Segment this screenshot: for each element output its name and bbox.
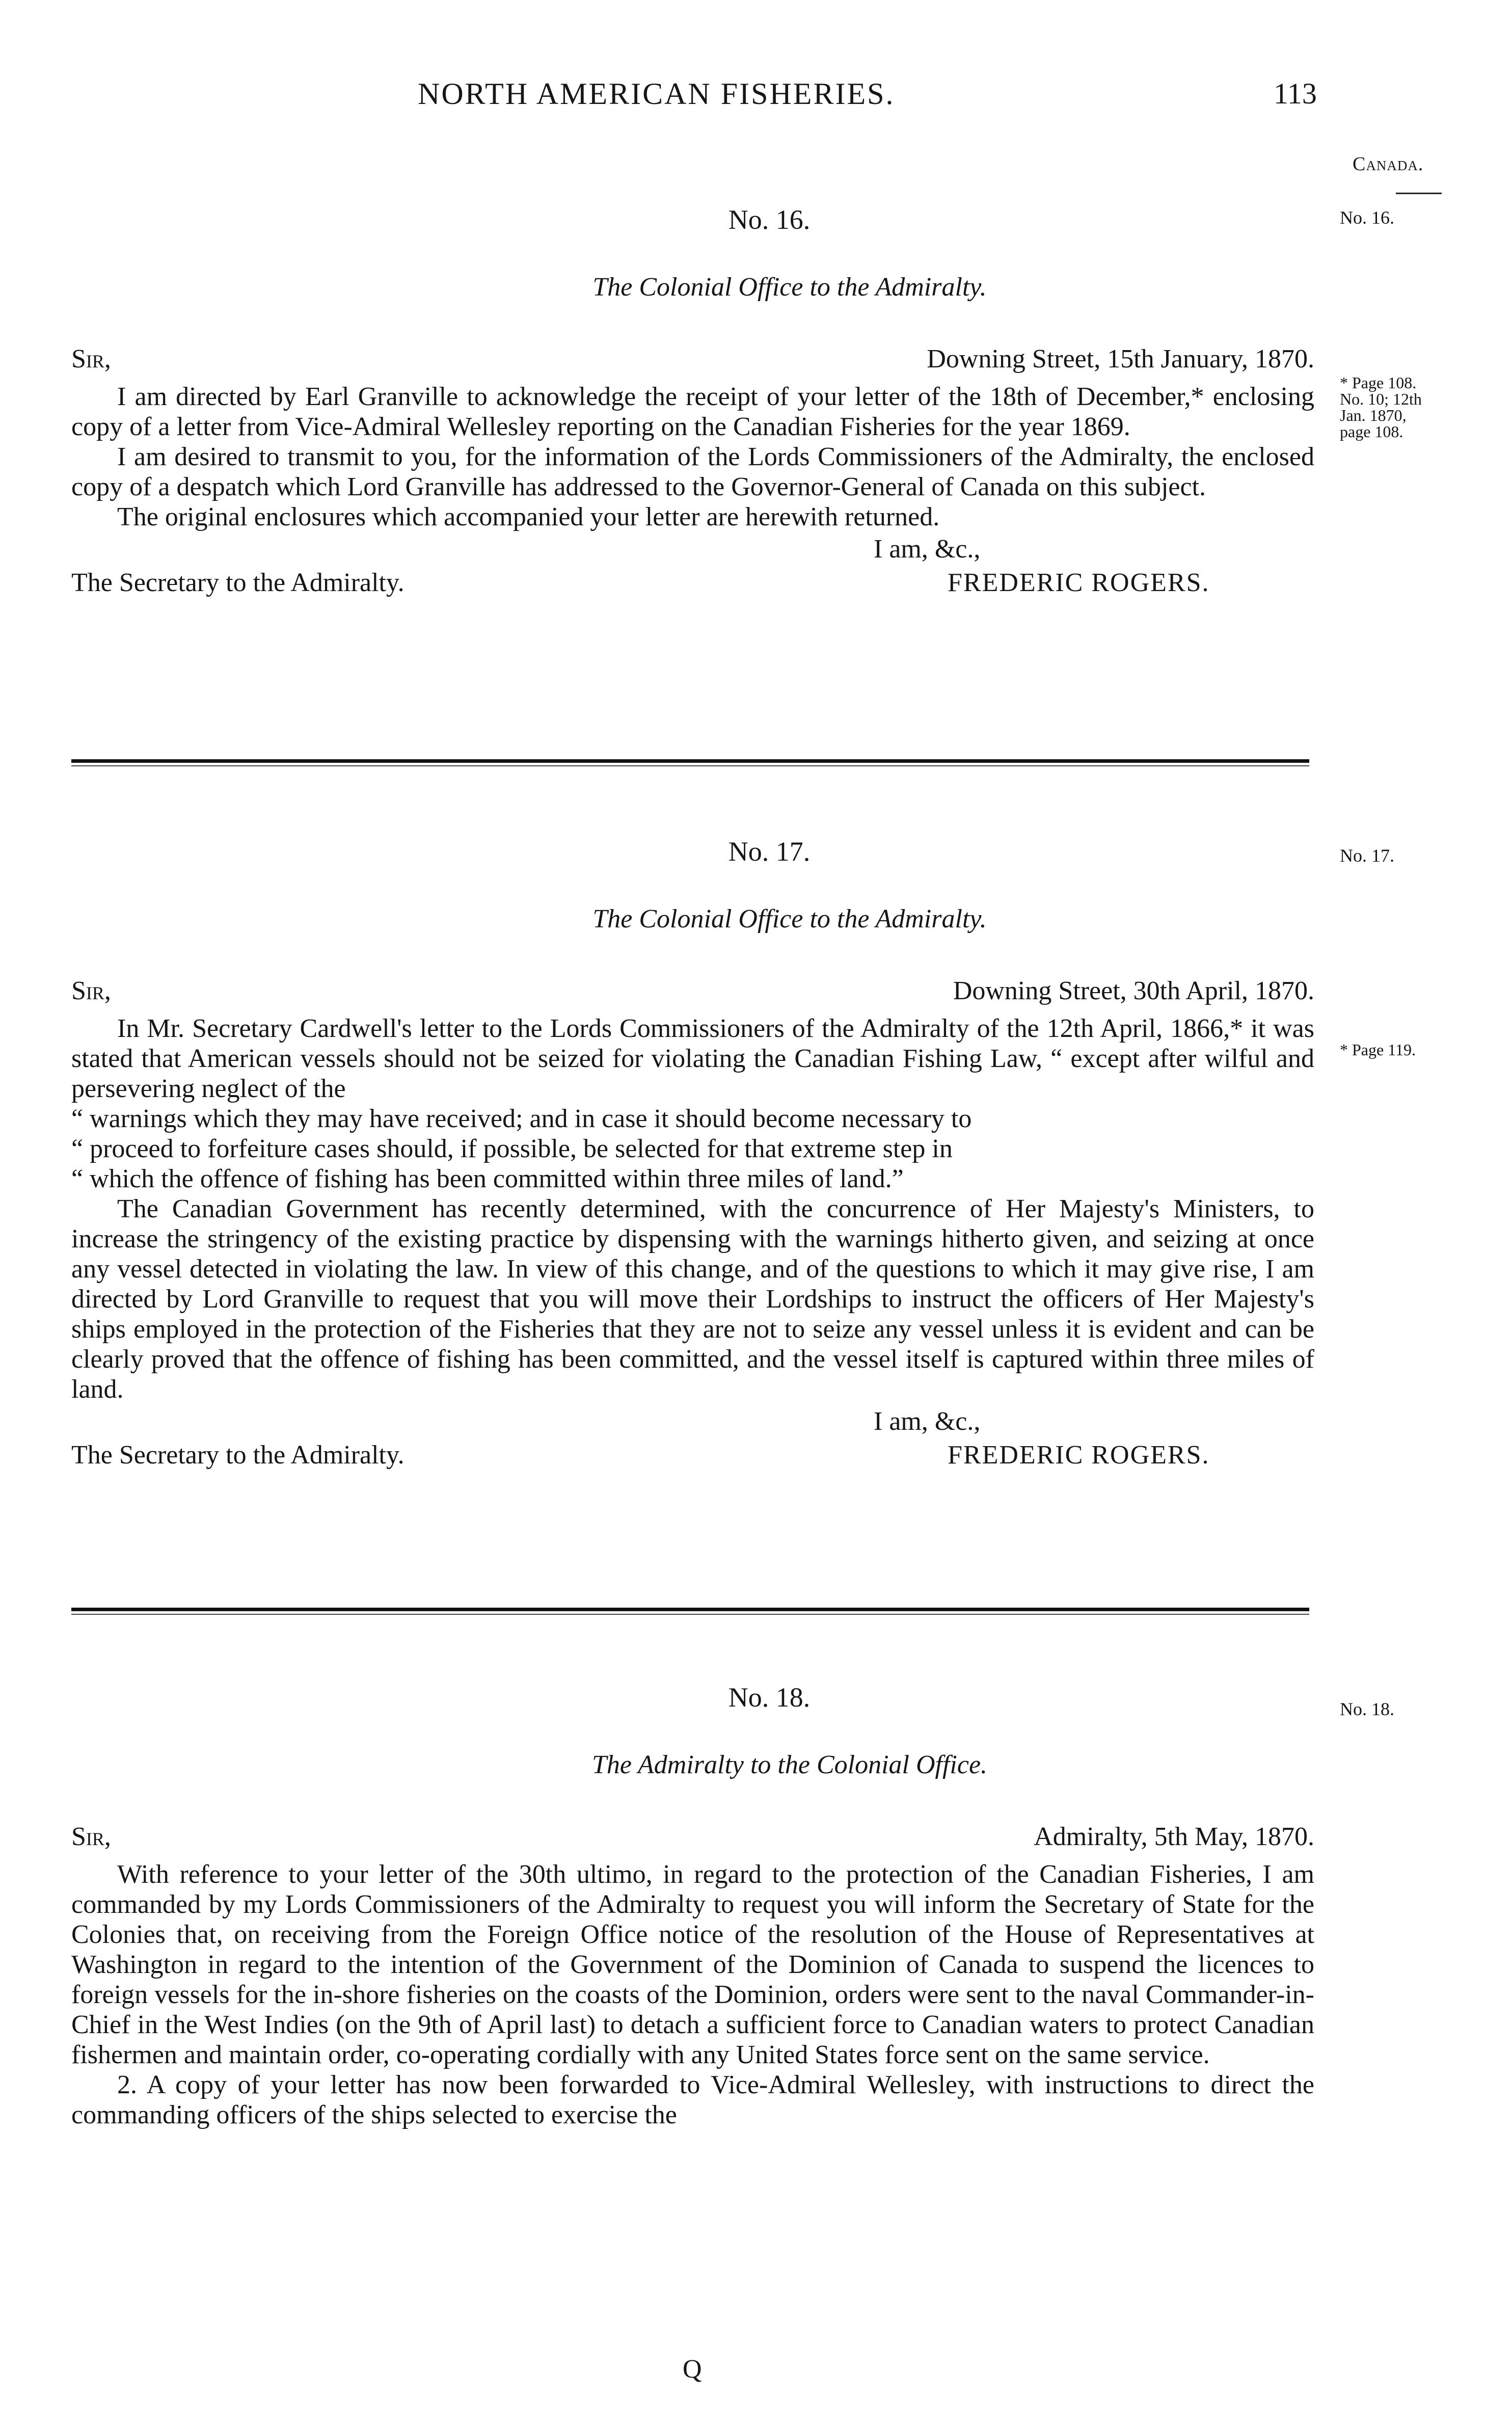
dateline: Downing Street, 15th January, 1870. xyxy=(927,344,1314,374)
letter-18 xyxy=(71,1682,1314,2130)
signature-row xyxy=(71,568,1314,601)
running-head: NORTH AMERICAN FISHERIES. xyxy=(418,77,895,111)
paragraph: The original enclosures which accompanied your letter are herewith returned. xyxy=(117,502,940,531)
dateline: Admiralty, 5th May, 1870. xyxy=(1034,1822,1314,1851)
paragraph: With reference to your letter of the 30th ultimo, in regard to the protection of the Canadian Fisheries, I am commanded by my Lords Commissioners of the Admiralty to request you will inform the Secretary of State for the Colonies that, on receiving from the Foreign Office notice of the resolution of the House of Representatives at Washington in regard to the intention of the Government of the Dominion of Canada to suspend the licences to foreign vessels for the in-shore fisheries on the coasts of the Dominion, orders were sent to the naval Commander-in-Chief in the West Indies (on the 9th of April last) to detach a sufficient force to Canadian waters to protect Canadian fishermen and maintain order, co-operating cordially with any United States force sent on the same service. xyxy=(71,1860,1314,2069)
salutation-row xyxy=(71,1822,1314,1857)
signature-row xyxy=(71,1440,1314,1474)
addressee: The Secretary to the Admiralty. xyxy=(71,1441,404,1470)
margin-letter-number-16: No. 16. xyxy=(1340,207,1394,228)
signature: FREDERIC ROGERS. xyxy=(948,568,1210,597)
closing-row xyxy=(71,534,1314,568)
salutation: Sir, xyxy=(71,1822,111,1851)
margin-reference-line: * Page 119. xyxy=(1340,1041,1416,1059)
salutation: Sir, xyxy=(71,976,111,1005)
margin-reference-17 xyxy=(1340,1042,1416,1058)
letter-body xyxy=(71,382,1314,532)
letter-heading: The Colonial Office to the Admiralty. xyxy=(592,904,987,934)
margin-reference-line: No. 10; 12th xyxy=(1340,390,1422,408)
margin-province-label: Canada. xyxy=(1353,153,1424,175)
letter-body xyxy=(71,1014,1314,1404)
margin-letter-number-17: No. 17. xyxy=(1340,845,1394,866)
margin-province-rule xyxy=(1396,193,1442,194)
paragraph: The Canadian Government has recently determined, with the concurrence of Her Majesty's Ministers, to increase the stringency of the existing practice by dispensing with the warnings hitherto given, and seizing at once any vessel detected in violating the law. In view of this change, and of the questions to which it may give rise, I am directed by Lord Granville to request that you will move their Lordships to instruct the officers of Her Majesty's ships employed in the protection of the Fisheries that they are not to seize any vessel unless it is evident and can be clearly proved that the offence of fishing has been committed, and the vessel itself is captured within three miles of land. xyxy=(71,1194,1314,1404)
paragraph: I am desired to transmit to you, for the information of the Lords Commissioners of the Admiralty, the enclosed copy of a despatch which Lord Granville has addressed to the Governor-General of Canada on this subject. xyxy=(71,442,1314,501)
section-divider xyxy=(71,1608,1309,1615)
closing: I am, &c., xyxy=(874,1407,981,1436)
letter-body xyxy=(71,1859,1314,2130)
quoted-line: “ proceed to forfeiture cases should, if possible, be selected for that extreme step in xyxy=(71,1134,953,1163)
letter-16 xyxy=(71,204,1314,601)
paragraph: I am directed by Earl Granville to acknowledge the receipt of your letter of the 18th of December,* enclosing copy of a letter from Vice-Admiral Wellesley reporting on the Canadian Fisheries for the year 1869. xyxy=(71,382,1314,441)
margin-reference-line: page 108. xyxy=(1340,422,1403,441)
margin-letter-number-18: No. 18. xyxy=(1340,1699,1394,1719)
section-divider xyxy=(71,759,1309,766)
addressee: The Secretary to the Admiralty. xyxy=(71,568,404,597)
quoted-line: “ which the offence of fishing has been committed within three miles of land.” xyxy=(71,1164,904,1193)
letter-heading: The Admiralty to the Colonial Office. xyxy=(591,1750,988,1779)
quoted-line: “ warnings which they may have received; and in case it should become necessary to xyxy=(71,1104,972,1133)
letter-17 xyxy=(71,836,1314,1474)
closing: I am, &c., xyxy=(874,535,981,564)
signature: FREDERIC ROGERS. xyxy=(948,1441,1210,1470)
letter-number: No. 16. xyxy=(728,204,811,235)
margin-reference-line: * Page 108. xyxy=(1340,374,1417,392)
salutation: Sir, xyxy=(71,344,111,374)
paragraph: 2. A copy of your letter has now been forwarded to Vice-Admiral Wellesley, with instructions to direct the commanding officers of the ships selected to exercise the xyxy=(71,2070,1314,2129)
catchword: Q xyxy=(683,2355,702,2384)
letter-heading: The Colonial Office to the Admiralty. xyxy=(592,273,987,302)
page-number: 113 xyxy=(1274,77,1317,110)
letter-number: No. 17. xyxy=(728,836,811,867)
paragraph: In Mr. Secretary Cardwell's letter to the Lords Commissioners of the Admiralty of the 12th April, 1866,* it was stated that American vessels should not be seized for violating the Canadian Fishing Law, “ except after wilful and persevering neglect of the xyxy=(71,1014,1314,1103)
dateline: Downing Street, 30th April, 1870. xyxy=(953,976,1314,1005)
salutation-row xyxy=(71,344,1314,380)
margin-reference-line: Jan. 1870, xyxy=(1340,406,1407,424)
letter-number: No. 18. xyxy=(728,1682,811,1713)
margin-reference-16 xyxy=(1340,375,1422,440)
closing-row xyxy=(71,1406,1314,1440)
salutation-row xyxy=(71,976,1314,1011)
